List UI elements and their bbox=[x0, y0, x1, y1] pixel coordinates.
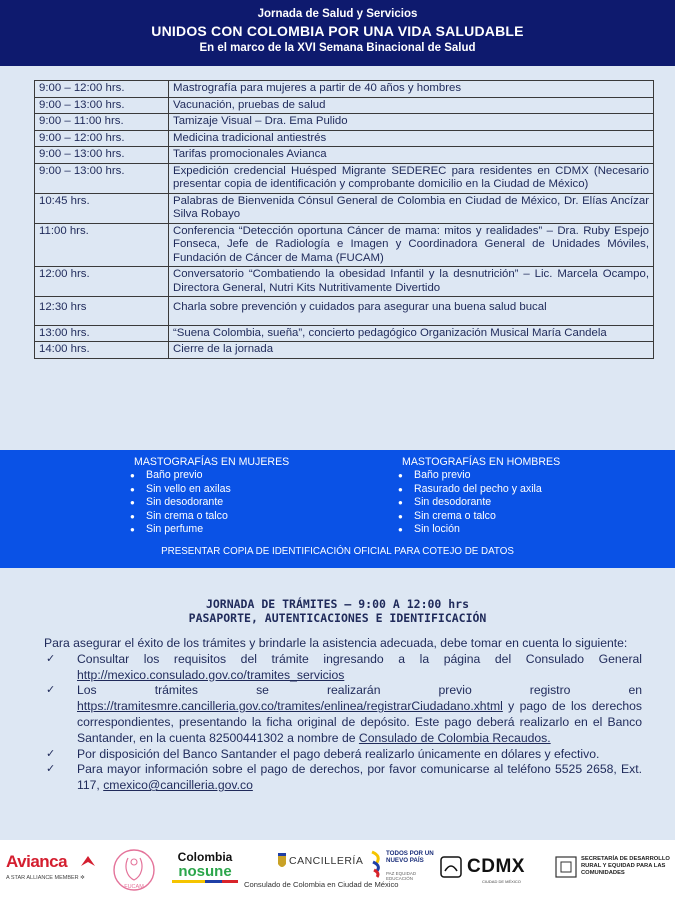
requirement-item: ● Sin loción bbox=[398, 523, 560, 537]
schedule-activity: Palabras de Bienvenida Cónsul General de Colombia en Ciudad de México, Dr. Elías Ancízar Silva Robayo bbox=[169, 193, 654, 223]
tramites-title-line2: PASAPORTE, AUTENTICACIONES E IDENTIFICACIÓN bbox=[188, 611, 487, 625]
tramites-item-requisitos bbox=[44, 652, 642, 684]
tramites-word: realizarán bbox=[326, 683, 381, 698]
schedule-activity: “Suena Colombia, sueña”, concierto pedagógico Organización Musical María Candela bbox=[169, 325, 654, 342]
flag-swoosh-icon bbox=[370, 850, 384, 878]
cancilleria-logo bbox=[243, 848, 399, 894]
tramites-item-registro bbox=[44, 683, 642, 746]
tramites-item-informacion bbox=[44, 762, 642, 794]
checkmark-icon: ✓ bbox=[46, 763, 56, 776]
mastografias-hombres bbox=[402, 456, 560, 537]
schedule-row bbox=[35, 81, 654, 98]
schedule-row bbox=[35, 163, 654, 193]
schedule-time: 12:30 hrs bbox=[35, 297, 169, 326]
requirement-item: ● Sin desodorante bbox=[130, 496, 289, 510]
header-subtitle: Jornada de Salud y Servicios bbox=[257, 8, 418, 20]
schedule-row bbox=[35, 193, 654, 223]
schedule-row bbox=[35, 130, 654, 147]
tramites-word: registro bbox=[529, 683, 571, 698]
sederec-logo bbox=[553, 854, 673, 894]
tramites-item-text: Por disposición del Banco Santander el pago deberá realizarlo únicamente en dólares y efectivo. bbox=[77, 746, 600, 761]
schedule-time: 9:00 – 12:00 hrs. bbox=[35, 130, 169, 147]
tramites-item-text: Para mayor información sobre el pago de derechos, por favor comunicarse al teléfono 5525 2658, Ext. 117, bbox=[77, 762, 642, 793]
cdmx-logo bbox=[438, 852, 542, 892]
cancilleria-logo-sub: Consulado de Colombia en Ciudad de México bbox=[244, 880, 399, 889]
checkmark-icon: ✓ bbox=[46, 747, 56, 760]
schedule-row bbox=[35, 223, 654, 267]
schedule-activity: Mastrografía para mujeres a partir de 40 años y hombres bbox=[169, 81, 654, 98]
account-name: Consulado de Colombia Recaudos. bbox=[358, 730, 551, 745]
schedule-time: 10:45 hrs. bbox=[35, 193, 169, 223]
mastografias-hombres-title: MASTOGRAFÍAS EN HOMBRES bbox=[402, 456, 561, 468]
schedule-activity: Tamizaje Visual – Dra. Ema Pulido bbox=[169, 114, 654, 131]
tramites-word: en bbox=[628, 683, 642, 698]
colombia-flag-bar bbox=[172, 880, 238, 883]
fucam-logo-name: FUCAM bbox=[124, 884, 144, 890]
tramites-word: trámites bbox=[154, 683, 199, 698]
tramites-title bbox=[0, 597, 675, 625]
schedule-table bbox=[34, 80, 654, 359]
fucam-logo bbox=[112, 848, 156, 894]
mastografias-mujeres-list bbox=[130, 469, 289, 537]
todos-logo-sub: PAZ EQUIDAD EDUCACIÓN bbox=[386, 871, 417, 881]
schedule-time: 9:00 – 13:00 hrs. bbox=[35, 163, 169, 193]
cdmx-emblem-icon bbox=[440, 856, 462, 878]
schedule-row bbox=[35, 267, 654, 297]
schedule-activity: Conferencia “Detección oportuna Cáncer de mama: mitos y realidades” – Dra. Ruby Espejo Fonseca, Jefe de Radiología e Imagen y Coordinadora General de Unidades Móviles, Fundación de Cáncer de Mama (FUCAM) bbox=[169, 223, 654, 267]
requirement-item: ● Baño previo bbox=[398, 469, 560, 483]
schedule-time: 9:00 – 13:00 hrs. bbox=[35, 97, 169, 114]
fucam-emblem-icon bbox=[112, 848, 156, 894]
cancilleria-logo-name: CANCILLERÍA bbox=[289, 855, 364, 867]
header bbox=[0, 0, 675, 66]
email-link[interactable]: cmexico@cancilleria.gov.co bbox=[103, 778, 253, 793]
tramites-section bbox=[0, 568, 675, 840]
avianca-logo-name: Avianca bbox=[6, 852, 68, 871]
schedule-row bbox=[35, 342, 654, 359]
todos-logo-text: TODOS POR UN NUEVO PAÍS bbox=[386, 850, 434, 864]
registro-link[interactable]: https://tramitesmre.cancilleria.gov.co/tramites/enlinea/registrarCiudadano.xhtml bbox=[77, 699, 503, 714]
tramites-word: se bbox=[256, 683, 269, 698]
mastografias-mujeres-title: MASTOGRAFÍAS EN MUJERES bbox=[134, 456, 290, 468]
cdmx-logo-sub: CIUDAD DE MÉXICO bbox=[482, 879, 521, 884]
requirement-item: ● Rasurado del pecho y axila bbox=[398, 483, 560, 497]
schedule-time: 9:00 – 13:00 hrs. bbox=[35, 147, 169, 164]
schedule-activity: Tarifas promocionales Avianca bbox=[169, 147, 654, 164]
tramites-item-text: y pago de los derechos correspondientes, presentando la ficha original de depósito. Este pago deberá realizarlo en el Banco Santander, en la cuenta 82500441302 a nombre de bbox=[77, 699, 642, 745]
schedule-row bbox=[35, 114, 654, 131]
requirement-item: ● Sin perfume bbox=[130, 523, 289, 537]
identificacion-note: PRESENTAR COPIA DE IDENTIFICACIÓN OFICIAL PARA COTEJO DE DATOS bbox=[161, 546, 514, 557]
schedule-time: 9:00 – 12:00 hrs. bbox=[35, 81, 169, 98]
schedule-time: 12:00 hrs. bbox=[35, 267, 169, 297]
schedule-time: 9:00 – 11:00 hrs. bbox=[35, 114, 169, 131]
mastografias-hombres-list bbox=[398, 469, 560, 537]
tramites-word: previo bbox=[438, 683, 472, 698]
sederec-emblem-icon bbox=[555, 856, 577, 878]
header-tagline: En el marco de la XVI Semana Binacional de Salud bbox=[199, 42, 476, 54]
schedule-activity: Medicina tradicional antiestrés bbox=[169, 130, 654, 147]
schedule-activity: Cierre de la jornada bbox=[169, 342, 654, 359]
coat-of-arms-icon bbox=[277, 850, 287, 872]
tramites-list bbox=[44, 652, 642, 794]
tramites-intro: Para asegurar el éxito de los trámites y brindarle la asistencia adecuada, debe tomar en cuenta lo siguiente: bbox=[44, 636, 628, 650]
colombia-logo-line2: nosune bbox=[178, 863, 232, 880]
tramites-item-registro-firstline bbox=[77, 683, 642, 699]
colombia-logo-line1: Colombia bbox=[177, 850, 233, 864]
tramites-word: Los bbox=[77, 683, 97, 698]
schedule-row bbox=[35, 97, 654, 114]
schedule-activity: Expedición credencial Huésped Migrante SEDEREC para residentes en CDMX (Necesario presentar copia de identificación y comprobante domicilio en la Ciudad de México) bbox=[169, 163, 654, 193]
tramites-item-text: Consultar los requisitos del trámite ingresando a la página del Consulado General bbox=[77, 651, 642, 666]
avianca-logo bbox=[6, 852, 98, 892]
avianca-bird-icon bbox=[80, 854, 96, 868]
schedule-row bbox=[35, 147, 654, 164]
schedule-time: 14:00 hrs. bbox=[35, 342, 169, 359]
todos-por-un-nuevo-pais-logo bbox=[368, 848, 434, 888]
mastografias-section bbox=[0, 450, 675, 568]
sederec-logo-text: SECRETARÍA DE DESARROLLO RURAL Y EQUIDAD PARA LAS COMUNIDADES bbox=[581, 856, 670, 876]
schedule-activity: Vacunación, pruebas de salud bbox=[169, 97, 654, 114]
schedule-time: 13:00 hrs. bbox=[35, 325, 169, 342]
tramites-item-pago bbox=[44, 747, 642, 763]
mastografias-mujeres bbox=[134, 456, 289, 537]
requirement-item: ● Sin crema o talco bbox=[130, 510, 289, 524]
header-title: UNIDOS CON COLOMBIA POR UNA VIDA SALUDABLE bbox=[151, 23, 524, 39]
schedule-section bbox=[0, 66, 675, 450]
sponsor-logos bbox=[0, 840, 675, 900]
schedule-row bbox=[35, 297, 654, 326]
tramites-title-line1: JORNADA DE TRÁMITES – 9:00 A 12:00 hrs bbox=[205, 597, 470, 611]
schedule-row bbox=[35, 325, 654, 342]
requirement-item: ● Sin crema o talco bbox=[398, 510, 560, 524]
requirement-item: ● Sin desodorante bbox=[398, 496, 560, 510]
colombia-nosune-logo bbox=[172, 850, 238, 894]
requirement-item: ● Sin vello en axilas bbox=[130, 483, 289, 497]
schedule-activity: Charla sobre prevención y cuidados para asegurar una buena salud bucal bbox=[169, 297, 654, 326]
consulado-link[interactable]: http://mexico.consulado.gov.co/tramites_servicios bbox=[77, 667, 345, 682]
tramites-body bbox=[44, 636, 642, 794]
checkmark-icon: ✓ bbox=[46, 652, 56, 665]
schedule-time: 11:00 hrs. bbox=[35, 223, 169, 267]
checkmark-icon: ✓ bbox=[46, 684, 56, 697]
schedule-activity: Conversatorio “Combatiendo la obesidad Infantil y la desnutrición” – Lic. Marcela Ocampo, Directora General, Nutri Kits Nutritivamente Divertido bbox=[169, 267, 654, 297]
requirement-item: ● Baño previo bbox=[130, 469, 289, 483]
avianca-logo-sub: A STAR ALLIANCE MEMBER ✲ bbox=[6, 875, 85, 881]
cdmx-logo-name: CDMX bbox=[467, 856, 525, 877]
